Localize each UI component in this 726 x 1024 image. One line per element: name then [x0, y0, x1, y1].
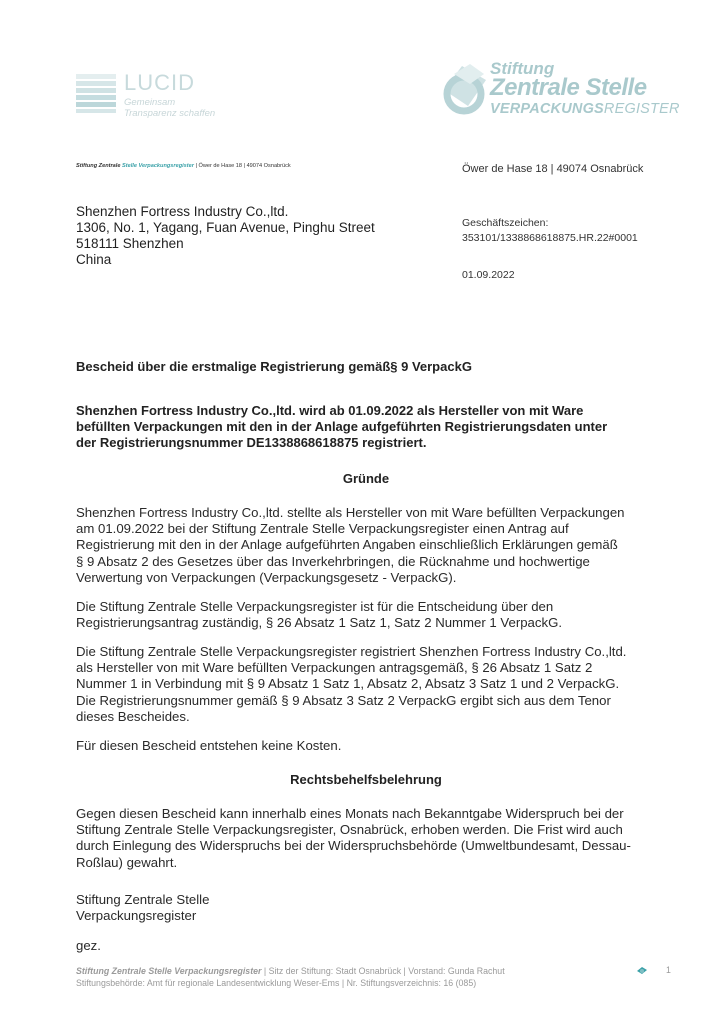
paragraph: Die Stiftung Zentrale Stelle Verpackungsregister ist für die Entscheidung über den Registrierungsantrag zuständig, § 26 Absatz 1 Satz 1, Satz 2 Nummer 1 VerpackG. [76, 599, 562, 631]
recipient-address [76, 204, 375, 268]
page-footer: Stiftung Zentrale Stelle Verpackungsregister | Sitz der Stiftung: Stadt Osnabrück | Vorstand: Gunda Rachut Stiftungsbehörde: Amt für regionale Landesentwicklung Weser-Ems | Nr. Stiftungsverzeichnis: 16 (085) [76, 966, 505, 988]
section-heading-rechtsbehelf: Rechtsbehelfsbelehrung [290, 772, 442, 787]
zsvr-emblem-icon [440, 60, 492, 116]
tenor: Shenzhen Fortress Industry Co.,ltd. wird ab 01.09.2022 als Hersteller von mit Ware befüllten Verpackungen mit den in der Anlage aufgeführten Registrierungsdaten unter der Registrierungsnummer DE1338868618875 registriert. [76, 403, 608, 450]
footer-logo-icon [636, 966, 648, 975]
zsvr-line-zentrale-stelle: Zentrale Stelle [490, 74, 647, 101]
reference-block [462, 216, 638, 246]
signature-gez: gez. [76, 938, 101, 953]
reference-label: Geschäftszeichen: [462, 217, 549, 229]
signature-block: Stiftung Zentrale Stelle Verpackungsregister [76, 892, 210, 924]
lucid-name: LUCID [124, 70, 196, 95]
recipient-line: 518111 Shenzhen [76, 236, 184, 251]
paragraph: Die Stiftung Zentrale Stelle Verpackungsregister registriert Shenzhen Fortress Industry Co.,ltd. als Hersteller von mit Ware befüllten Verpackungen antragsgemäß, § 26 Absatz 1 Satz 2 Nummer 1 in Verbindung mit § 9 Absatz 1 Satz 1, Absatz 2, Absatz 3 Satz 1 und 2 VerpackG. Die Registrierungsnummer gemäß § 9 Absatz 3 Satz 2 VerpackG ergibt sich aus dem Tenor dieses Bescheides. [76, 644, 627, 724]
section-heading-gruende: Gründe [342, 471, 390, 486]
lucid-stripes-icon [74, 72, 120, 114]
document-date: 01.09.2022 [462, 269, 515, 281]
paragraph: Shenzhen Fortress Industry Co.,ltd. stellte als Hersteller von mit Ware befüllten Verpackungen am 01.09.2022 bei der Stiftung Zentrale Stelle Verpackungsregister einen Antrag auf Registrierung mit den in der Anlage aufgeführten Angaben einschließlich Erklärungen gemäß § 9 Absatz 2 des Gesetzes über das Inverkehrbringen, die Rücknahme und hochwertige Verwertung von Verpackungen (Verpackungsgesetz - VerpackG). [76, 505, 625, 585]
subject-line: Bescheid über die erstmalige Registrierung gemäß§ 9 VerpackG [76, 359, 472, 374]
reference-value: 353101/1338868618875.HR.22#0001 [462, 232, 638, 244]
paragraph: Gegen diesen Bescheid kann innerhalb eines Monats nach Bekanntgabe Widerspruch bei der Stiftung Zentrale Stelle Verpackungsregister, Osnabrück, erhoben werden. Die Frist wird auch durch Einlegung des Widerspruchs bei der Widerspruchsbehörde (Umweltbundesamt, Dessau- Roßlau) gewahrt. [76, 806, 631, 870]
sender-return-line: Stiftung Zentrale Stelle Verpackungsregister | Öwer de Hase 18 | 49074 Osnabrück [76, 163, 291, 169]
lucid-logo [74, 70, 224, 119]
recipient-line: China [76, 252, 112, 267]
lucid-tagline: Gemeinsam Transparenz schaffen [124, 97, 216, 119]
sender-address: Öwer de Hase 18 | 49074 Osnabrück [462, 163, 644, 175]
recipient-line: Shenzhen Fortress Industry Co.,ltd. [76, 204, 289, 219]
page-number: 1 [666, 965, 671, 975]
zsvr-line-stiftung: Stiftung [490, 59, 555, 78]
zsvr-logo [440, 56, 680, 122]
recipient-line: 1306, No. 1, Yagang, Fuan Avenue, Pinghu Street [76, 220, 375, 235]
paragraph: Für diesen Bescheid entstehen keine Kosten. [76, 738, 342, 753]
zsvr-line-verpackungsregister: VERPACKUNGSREGISTER [490, 101, 680, 117]
